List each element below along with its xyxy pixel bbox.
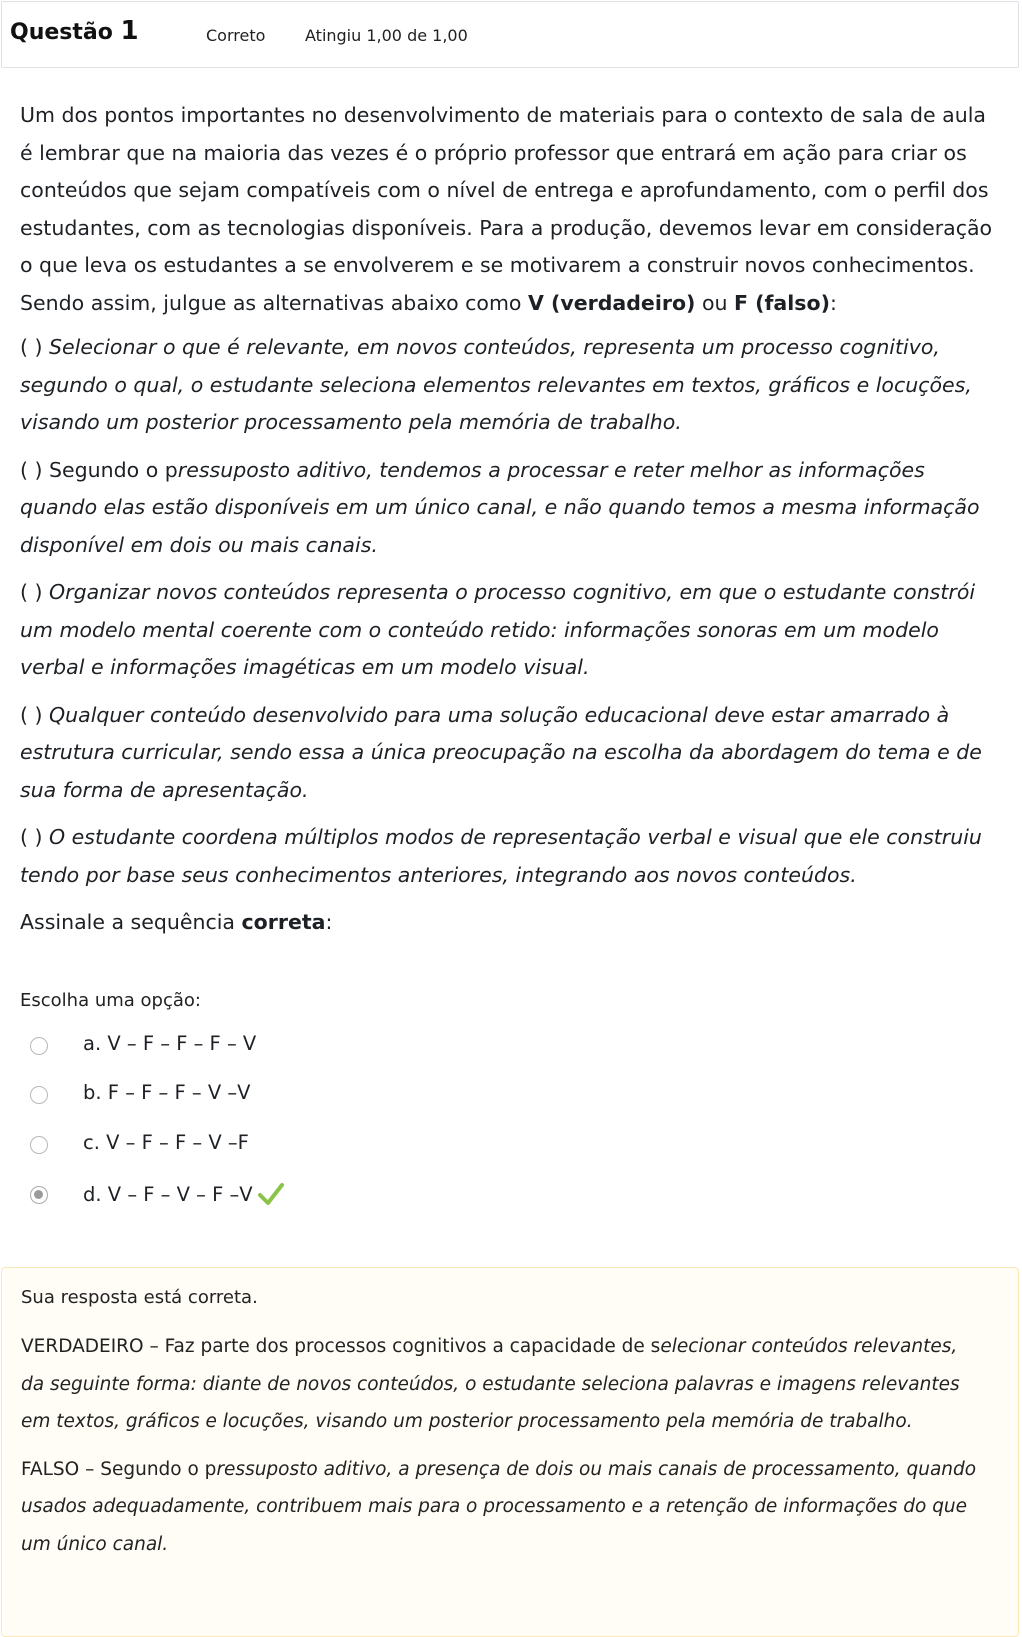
feedback-status: Sua resposta está correta. <box>21 1287 258 1308</box>
question-grade: Atingiu 1,00 de 1,00 <box>305 26 468 45</box>
question-label: Questão <box>10 20 113 45</box>
radio-button[interactable] <box>30 1086 48 1104</box>
feedback-paragraph: VERDADEIRO – Faz parte dos processos cognitivos a capacidade de selecionar conteúdos relevantes, da seguinte forma: diante de novos conteúdos, o estudante seleciona palavras e imagens relevantes em textos, gráficos e locuções, visando um posterior processamento pela memória de trabalho. <box>21 1336 960 1432</box>
feedback-text <box>21 1328 981 1573</box>
option-label[interactable]: d. V – F – V – F –V <box>83 1181 285 1207</box>
statement-item: ( ) Organizar novos conteúdos representa o processo cognitivo, em que o estudante constrói um modelo mental coerente com o conteúdo retido: informações sonoras em um modelo verbal e informações imagéticas em um modelo visual. <box>20 580 976 679</box>
question-text <box>20 97 1000 942</box>
answer-option-b[interactable] <box>30 1081 630 1111</box>
question-number: 1 <box>120 16 139 46</box>
question-title <box>10 16 139 46</box>
statement-item: ( ) Qualquer conteúdo desenvolvido para uma solução educacional deve estar amarrado à estrutura curricular, sendo essa a única preocupação na escolha da abordagem do tema e de sua forma de apresentação. <box>20 702 982 802</box>
feedback-paragraph: FALSO – Segundo o pressuposto aditivo, a presença de dois ou mais canais de processamento, quando usados adequadamente, contribuem mais para o processamento e a retenção de informações do que um único canal. <box>21 1458 977 1555</box>
radio-button[interactable] <box>30 1037 48 1055</box>
answer-option-d[interactable] <box>30 1181 630 1211</box>
radio-button-selected[interactable] <box>30 1186 48 1204</box>
choose-option-label: Escolha uma opção: <box>20 990 201 1011</box>
answer-option-a[interactable] <box>30 1032 630 1062</box>
check-icon <box>257 1181 285 1207</box>
question-state: Correto <box>206 26 266 45</box>
question-prompt: Assinale a sequência correta: <box>20 910 333 934</box>
statement-item: ( ) Segundo o pressuposto aditivo, tendemos a processar e reter melhor as informações quando elas estão disponíveis em um único canal, e não quando temos a mesma informação disponível em dois ou mais canais. <box>20 457 980 557</box>
radio-button[interactable] <box>30 1136 48 1154</box>
question-header <box>1 1 1019 68</box>
question-intro: Um dos pontos importantes no desenvolvimento de materiais para o contexto de sala de aula é lembrar que na maioria das vezes é o próprio professor que entrará em ação para criar os conteúdos que sejam compatíveis com o nível de entrega e aprofundamento, com o perfil dos estudantes, com as tecnologias disponíveis. Para a produção, devemos levar em consideração o que leva os estudantes a se envolverem e se motivarem a construir novos conhecimentos. Sendo assim, julgue as alternativas abaixo como V (verdadeiro) ou F (falso): <box>20 103 993 315</box>
statement-item: ( ) Selecionar o que é relevante, em novos conteúdos, representa um processo cognitivo, segundo o qual, o estudante seleciona elementos relevantes em textos, gráficos e locuções, visando um posterior processamento pela memória de trabalho. <box>20 335 972 434</box>
option-label[interactable]: a. V – F – F – F – V <box>83 1032 257 1055</box>
option-label[interactable]: c. V – F – F – V –F <box>83 1131 249 1154</box>
statement-item: ( ) O estudante coordena múltiplos modos de representação verbal e visual que ele construiu tendo por base seus conhecimentos anteriores, integrando aos novos conteúdos. <box>20 825 982 887</box>
option-label[interactable]: b. F – F – F – V –V <box>83 1081 251 1104</box>
answer-option-c[interactable] <box>30 1131 630 1161</box>
